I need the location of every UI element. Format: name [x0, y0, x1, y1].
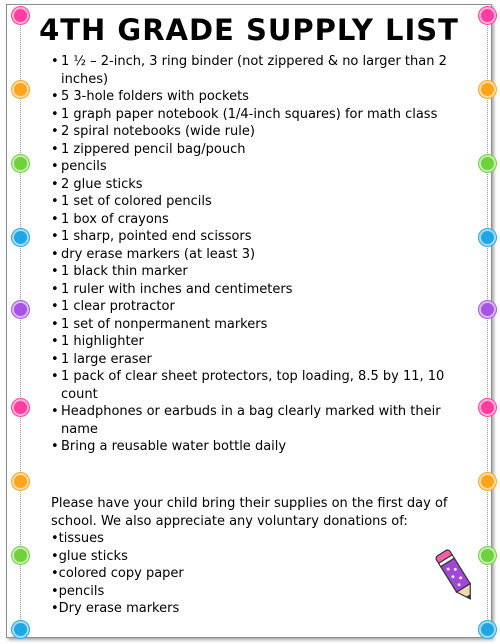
supply-item: • 1 black thin marker — [51, 263, 451, 281]
supply-item: • 1 ruler with inches and centimeters — [51, 281, 451, 299]
decorative-dot — [479, 547, 496, 564]
supply-item: • 1 set of colored pencils — [51, 193, 451, 211]
supply-item: • 1 large eraser — [51, 351, 451, 369]
decorative-dot — [12, 473, 29, 490]
supply-item: • 1 pack of clear sheet protectors, top loading, 8.5 by 11, 10 count — [51, 368, 451, 403]
pencil-icon — [431, 543, 481, 609]
supply-item: • 1 zippered pencil bag/pouch — [51, 141, 451, 159]
supply-item: • Headphones or earbuds in a bag clearly marked with their name — [51, 403, 451, 438]
supply-item: • Bring a reusable water bottle daily — [51, 438, 451, 456]
supply-list — [51, 53, 451, 456]
decorative-dot — [12, 155, 29, 172]
donation-note — [51, 495, 461, 618]
supply-item: • 1 sharp, pointed end scissors — [51, 228, 451, 246]
decorative-dot — [12, 547, 29, 564]
decorative-dot — [479, 229, 496, 246]
decorative-dot — [12, 81, 29, 98]
supply-item: • 5 3-hole folders with pockets — [51, 88, 451, 106]
donation-list — [51, 530, 461, 618]
decorative-dot — [479, 155, 496, 172]
right-dotted-border — [487, 13, 488, 629]
donation-item: • glue sticks — [51, 548, 461, 566]
donation-item: • tissues — [51, 530, 461, 548]
donation-item: • Dry erase markers — [51, 600, 461, 618]
donation-item: • pencils — [51, 583, 461, 601]
decorative-dot — [479, 81, 496, 98]
supply-item: • 1 clear protractor — [51, 298, 451, 316]
supply-item: • 1 highlighter — [51, 333, 451, 351]
decorative-dot — [12, 301, 29, 318]
supply-list-page — [6, 4, 492, 638]
decorative-dot — [479, 621, 496, 638]
decorative-dot — [479, 473, 496, 490]
supply-item: • 1 set of nonpermanent markers — [51, 316, 451, 334]
supply-item: • dry erase markers (at least 3) — [51, 246, 451, 264]
supply-item: • 1 graph paper notebook (1/4-inch squares) for math class — [51, 106, 451, 124]
decorative-dot — [479, 399, 496, 416]
supply-item: • 2 spiral notebooks (wide rule) — [51, 123, 451, 141]
supply-item: • 1 box of crayons — [51, 211, 451, 229]
supply-item: • pencils — [51, 158, 451, 176]
note-text: Please have your child bring their supplies on the first day of school. We also appreciate any voluntary donations of: — [51, 496, 448, 529]
decorative-dot — [12, 399, 29, 416]
page-title: 4TH GRADE SUPPLY LIST — [39, 13, 459, 47]
supply-item: • 1 ½ – 2-inch, 3 ring binder (not zippered & no larger than 2 inches) — [51, 53, 451, 88]
supply-item: • 2 glue sticks — [51, 176, 451, 194]
left-dotted-border — [20, 13, 21, 629]
decorative-dot — [12, 621, 29, 638]
donation-item: • colored copy paper — [51, 565, 461, 583]
decorative-dot — [12, 229, 29, 246]
decorative-dot — [479, 301, 496, 318]
